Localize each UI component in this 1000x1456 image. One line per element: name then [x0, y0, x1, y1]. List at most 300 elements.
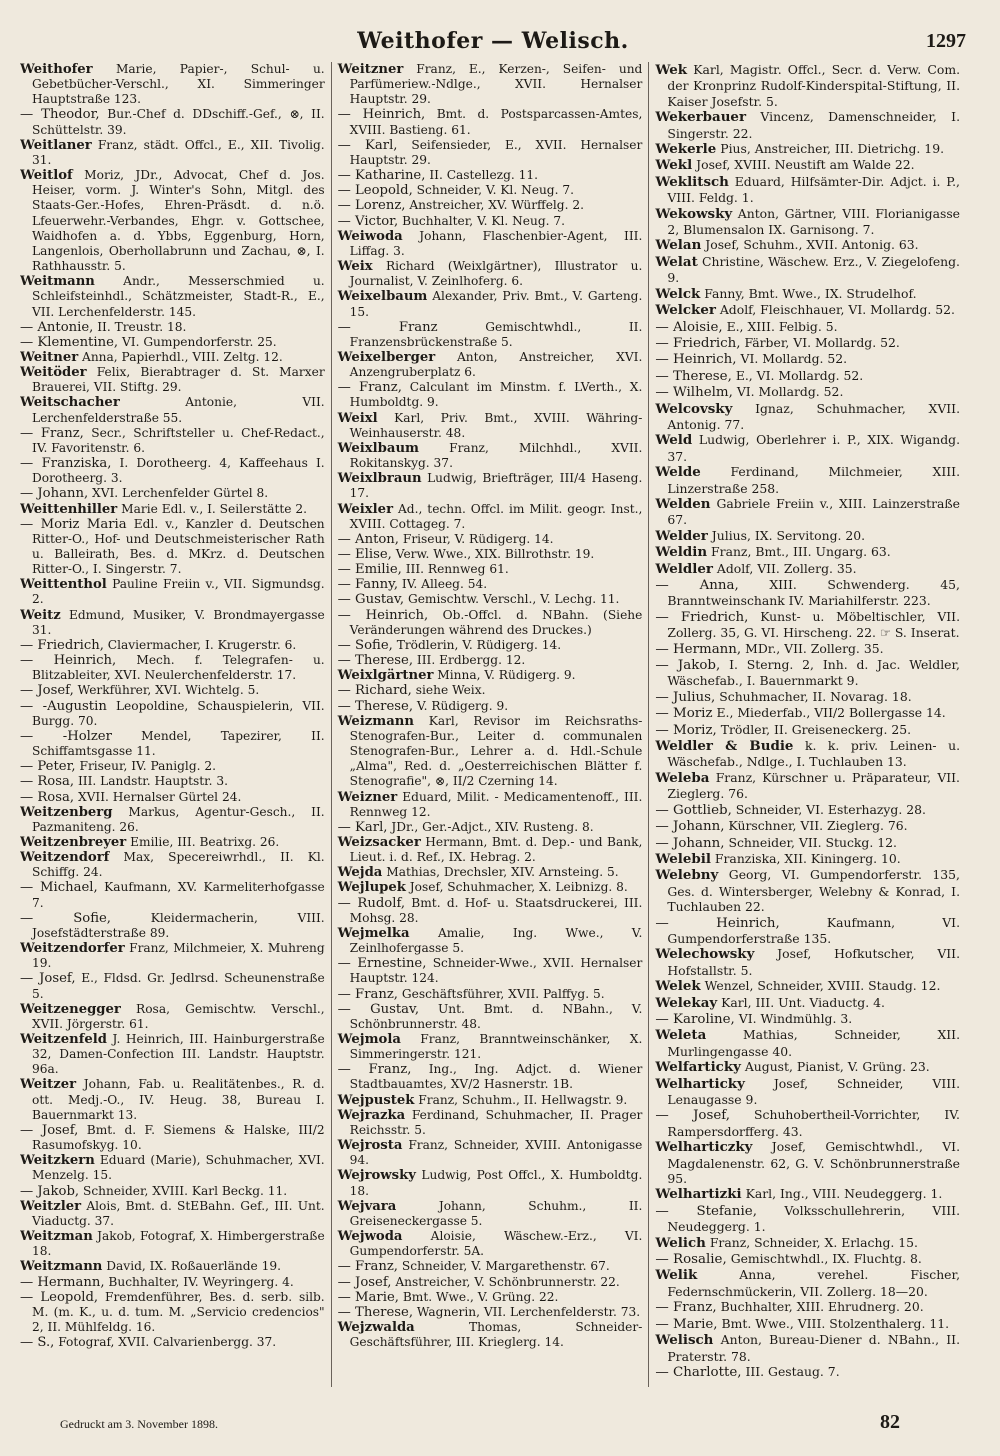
- entry-details: Ad., techn. Offcl. im Milit. geogr. Inst., XVIII. Cottageg. 7.: [349, 501, 643, 531]
- directory-entry: [338, 183, 643, 198]
- entry-name: Wejda: [337, 865, 383, 881]
- entry-details: siehe Weix.: [415, 683, 486, 698]
- entry-details: Franz, Schneider, X. Erlachg. 15.: [709, 1234, 918, 1250]
- entry-name: — Rosa,: [20, 789, 75, 805]
- entry-name: Wekerle: [655, 141, 717, 158]
- entry-name: — Rudolf,: [337, 895, 406, 911]
- entry-details: Pauline Freiin v., VII. Sigmundsg. 2.: [32, 577, 325, 607]
- directory-entry: [338, 532, 643, 547]
- directory-entry: [655, 1011, 960, 1027]
- directory-entry: [338, 865, 643, 880]
- entry-name: Weixl: [337, 410, 378, 426]
- directory-entry: [655, 641, 960, 657]
- directory-entry: [655, 577, 960, 609]
- directory-entry: [338, 1108, 643, 1138]
- entry-name: Wekerbauer: [655, 109, 747, 126]
- entry-name: — Gustav,: [337, 1001, 420, 1017]
- entry-name: Wekl: [655, 157, 693, 174]
- entry-details: J. Heinrich, III. Hainburgerstraße 32, Damen-Confection III. Landstr. Hauptstr. 96a.: [32, 1032, 325, 1077]
- entry-name: Weitzkern: [20, 1153, 95, 1169]
- entry-name: Weitöder: [20, 365, 87, 381]
- directory-entry: [20, 683, 325, 698]
- entry-details: E., Miederfab., VII/2 Bollergasse 14.: [716, 705, 946, 721]
- directory-entry: [655, 851, 960, 867]
- directory-entry: [338, 214, 643, 229]
- entry-details: Kaufmann, VI. Gumpendorferstraße 135.: [667, 914, 961, 946]
- entry-name: — Josef,: [20, 1122, 79, 1138]
- entry-name: Weitzman: [20, 1229, 93, 1245]
- entry-name: Weittenhiller: [20, 501, 118, 517]
- directory-entry: [655, 157, 960, 173]
- entry-details: VI. Windmühlg. 3.: [738, 1010, 853, 1026]
- directory-entry: [655, 867, 960, 914]
- entry-details: Friseur, V. Rüdigerg. 14.: [402, 531, 554, 546]
- entry-name: Weix: [337, 259, 373, 275]
- entry-name: — Antonie,: [20, 319, 94, 335]
- directory-entry: [20, 168, 325, 274]
- entry-name: — Klementine,: [20, 334, 119, 350]
- directory-entry: [338, 1138, 643, 1168]
- entry-details: Thomas, Schneider-Geschäftsführer, III. Krieglerg. 14.: [349, 1319, 643, 1350]
- entry-name: Wejwoda: [337, 1229, 403, 1245]
- directory-entry: [338, 699, 643, 714]
- entry-name: — Friedrich,: [655, 335, 741, 351]
- entry-name: Welebil: [655, 850, 711, 867]
- directory-entry: [655, 286, 960, 302]
- entry-details: E., Fldsd. Gr. Jedlrsd. Scheunenstraße 5.: [32, 971, 325, 1001]
- directory-entry: [655, 915, 960, 947]
- directory-entry: [20, 1229, 325, 1259]
- entry-details: XIII. Schwenderg. 45, Branntweinschank IV. Mariahilferstr. 223.: [667, 577, 960, 609]
- entry-name: Weixler: [337, 501, 394, 517]
- directory-entry: [20, 1290, 325, 1335]
- entry-name: — Theodor,: [20, 107, 100, 123]
- directory-entry: [655, 1139, 960, 1186]
- directory-entry: [20, 1032, 325, 1077]
- entry-name: — Anna,: [655, 578, 739, 593]
- entry-name: — -Holzer: [20, 728, 112, 744]
- directory-entry: [655, 174, 960, 206]
- directory-entry: [20, 274, 325, 319]
- entry-name: — Anton,: [337, 531, 399, 547]
- directory-entry: [20, 638, 325, 653]
- directory-entry: [655, 1299, 960, 1315]
- directory-entry: [20, 320, 325, 335]
- entry-details: Franz, Schuhm., II. Hellwagstr. 9.: [418, 1092, 628, 1107]
- entry-details: Eduard, Milit. - Medicamentenoff., III. Rennweg 12.: [349, 789, 643, 819]
- entry-details: Schneider, V. Kl. Neug. 7.: [416, 183, 574, 198]
- entry-name: Welck: [655, 285, 701, 302]
- directory-entry: [20, 1153, 325, 1183]
- entry-details: Secr., Schriftsteller u. Chef-Redact., IV. Favoritenstr. 6.: [32, 425, 325, 455]
- entry-name: — Fanny,: [337, 577, 399, 593]
- entry-details: Schuhobertheil-Vorrichter, IV. Rampersdorfferg. 43.: [667, 1107, 960, 1139]
- directory-entry: [655, 464, 960, 496]
- directory-entry: [338, 577, 643, 592]
- entry-details: Gabriele Freiin v., XIII. Lainzerstraße 67.: [667, 495, 961, 528]
- entry-details: Bmt. Wwe., V. Grüng. 22.: [402, 1289, 559, 1304]
- entry-details: Bmt. Wwe., VIII. Stolzenthalerg. 11.: [721, 1315, 950, 1331]
- entry-name: Wejlupek: [337, 880, 406, 896]
- entry-name: — Josef,: [20, 683, 74, 699]
- entry-name: Wejmola: [337, 1032, 401, 1047]
- directory-entry: [20, 517, 325, 578]
- entry-name: — Peter,: [20, 759, 76, 775]
- entry-details: Edl. v., Kanzler d. Deutschen Ritter-O., Hof- und Deutschmeisterischer Rath u. Balleirath, Bes. d. MKrz. d. Deutschen Ritter-O., I. Singerstr. 7.: [32, 516, 325, 577]
- entry-details: Kunst- u. Möbeltischler, VII. Zollerg. 35, G. VI. Hirscheng. 22. ☞ S. Inserat.: [667, 608, 961, 641]
- entry-name: — Franz: [337, 319, 438, 335]
- directory-entry: [655, 1107, 960, 1139]
- entry-details: Hermann, Bmt. d. Dep.- und Bank, Lieut. i. d. Ref., IX. Hebrag. 2.: [349, 834, 643, 865]
- directory-entry: [655, 722, 960, 738]
- directory-entry: [20, 805, 325, 835]
- entry-details: Anstreicher, XV. Würffelg. 2.: [409, 198, 584, 213]
- entry-name: — Sofie,: [337, 637, 393, 653]
- entry-details: IV. Alleeg. 54.: [401, 577, 488, 592]
- directory-entry: [655, 1364, 960, 1380]
- directory-entry: [20, 774, 325, 789]
- entry-name: Weithofer: [20, 62, 93, 77]
- directory-entry: [338, 1290, 643, 1305]
- entry-details: Adolf, VII. Zollerg. 35.: [716, 560, 857, 576]
- entry-details: Amalie, Ing. Wwe., V. Zeinlhofergasse 5.: [349, 925, 643, 956]
- directory-entry: [655, 770, 960, 802]
- entry-details: Bmt. d. Postsparcassen-Amtes, XVIII. Bastieng. 61.: [349, 107, 643, 137]
- entry-name: — Sofie,: [20, 910, 111, 926]
- entry-name: — Therese,: [655, 368, 732, 384]
- entry-details: Johann, Flaschenbier-Agent, III. Liffag. 3.: [349, 228, 643, 258]
- entry-details: Volksschullehrerin, VIII. Neudeggerg. 1.: [667, 1202, 961, 1235]
- entry-details: Franz, Schneider, XVIII. Antonigasse 94.: [349, 1138, 643, 1168]
- entry-details: Bur.-Chef d. DDschiff.-Gef., ⊗, II. Schüttelstr. 39.: [32, 107, 325, 137]
- directory-entry: [338, 714, 643, 790]
- entry-details: E., XIII. Felbig. 5.: [726, 318, 838, 334]
- entry-details: Wagnerin, VII. Lerchenfelderstr. 73.: [416, 1304, 641, 1319]
- directory-entry: [655, 1076, 960, 1108]
- directory-entry: [20, 1077, 325, 1122]
- directory-entry: [655, 401, 960, 433]
- directory-entry: [338, 471, 643, 501]
- entry-details: Anton, Bureau-Diener d. NBahn., II. Praterstr. 78.: [667, 1332, 961, 1364]
- entry-name: Welan: [655, 237, 702, 254]
- entry-name: — Wilhelm,: [655, 385, 733, 401]
- entry-details: Edmund, Musiker, V. Brondmayergasse 31.: [32, 607, 325, 637]
- entry-name: Wejzwalda: [337, 1319, 415, 1335]
- directory-entry: [20, 1275, 325, 1290]
- entry-name: — Lorenz,: [337, 198, 406, 214]
- directory-entry: [655, 1235, 960, 1251]
- entry-details: Fotograf, XVII. Calvarienbergg. 37.: [58, 1335, 277, 1350]
- entry-details: Franziska, XII. Kiningerg. 10.: [714, 850, 901, 866]
- entry-details: Vincenz, Damenschneider, I. Singerstr. 22.: [667, 109, 961, 141]
- entry-details: David, IX. Roßauerlände 19.: [106, 1259, 281, 1274]
- entry-name: — Franz,: [337, 1259, 399, 1275]
- directory-entry: [20, 941, 325, 971]
- entry-name: — Emilie,: [337, 562, 402, 578]
- directory-entry: [338, 896, 643, 926]
- entry-name: — Leopold,: [20, 1289, 99, 1305]
- directory-entry: [655, 1267, 960, 1299]
- directory-entry: [655, 1059, 960, 1075]
- entry-name: — Stefanie,: [655, 1203, 757, 1219]
- directory-entry: [20, 502, 325, 517]
- entry-details: Eduard (Marie), Schuhmacher, XVI. Menzelg. 15.: [32, 1153, 325, 1183]
- entry-name: — Therese,: [337, 1304, 414, 1320]
- entry-details: Franz, Milchmeier, X. Muhreng 19.: [32, 941, 325, 971]
- directory-entry: [338, 683, 643, 698]
- directory-entry: [655, 1332, 960, 1364]
- directory-entry: [655, 946, 960, 978]
- directory-entry: [338, 1032, 643, 1062]
- directory-entry: [20, 971, 325, 1001]
- entry-name: — Johann,: [655, 835, 725, 851]
- entry-name: Welharticzky: [655, 1139, 753, 1156]
- entry-details: Schneider, V. Margarethenstr. 67.: [401, 1259, 610, 1274]
- entry-details: Mathias, Schneider, XII. Murlingengasse 40.: [667, 1027, 961, 1059]
- directory-entry: [655, 1316, 960, 1332]
- entry-name: — -Augustin: [20, 698, 107, 714]
- entry-details: MDr., VII. Zollerg. 35.: [745, 640, 884, 656]
- entry-details: Geschäftsführer, XVII. Palffyg. 5.: [401, 986, 605, 1001]
- entry-name: — Heinrich,: [337, 607, 429, 623]
- entry-name: Wejrosta: [337, 1138, 403, 1154]
- column-3: [648, 62, 966, 1387]
- entry-name: — Josef,: [337, 1274, 392, 1290]
- entry-name: Weld: [655, 432, 693, 449]
- directory-entry: [338, 1002, 643, 1032]
- entry-details: V. Rüdigerg. 9.: [416, 698, 509, 713]
- directory-entry: [655, 995, 960, 1011]
- entry-name: — Moriz Maria: [20, 516, 127, 532]
- entry-details: Kürschner, VII. Zieglerg. 76.: [728, 818, 908, 834]
- directory-entry: [655, 818, 960, 834]
- entry-details: III. Gestaug. 7.: [745, 1363, 840, 1379]
- directory-entry: [655, 657, 960, 689]
- directory-entry: [338, 107, 643, 137]
- entry-name: Weixelbaum: [337, 289, 428, 305]
- directory-entry: [338, 820, 643, 835]
- entry-name: — Friedrich,: [20, 637, 104, 653]
- entry-name: Welebny: [655, 867, 719, 884]
- entry-name: — Josef,: [655, 1108, 731, 1124]
- directory-entry: [338, 638, 643, 653]
- printed-date: Gedruckt am 3. November 1898.: [60, 1417, 218, 1431]
- entry-details: Ludwig, Briefträger, III/4 Haseng. 17.: [349, 471, 643, 501]
- directory-entry: [338, 608, 643, 638]
- directory-entry: [655, 738, 960, 770]
- directory-entry: [20, 1123, 325, 1153]
- entry-name: Wejrazka: [337, 1107, 406, 1123]
- entry-details: Färber, VI. Mollardg. 52.: [744, 334, 900, 350]
- entry-name: — Franziska,: [20, 456, 112, 472]
- entry-details: Kaufmann, XV. Karmeliterhofgasse 7.: [32, 880, 325, 910]
- entry-details: Unt. Bmt. d. NBahn., V. Schönbrunnerstr. 48.: [349, 1001, 643, 1031]
- entry-name: Weixelberger: [337, 349, 436, 365]
- directory-entry: [338, 320, 643, 350]
- entry-name: Weixlbaum: [337, 440, 419, 456]
- directory-entry: [338, 926, 643, 956]
- entry-details: I. Sterng. 2, Inh. d. Jac. Weldler, Wäschefab., I. Bauernmarkt 9.: [667, 657, 960, 689]
- directory-entry: [655, 528, 960, 544]
- entry-name: — Aloisie,: [655, 319, 723, 335]
- entry-name: Weleta: [655, 1027, 707, 1044]
- directory-entry: [20, 1199, 325, 1229]
- entry-name: — Heinrich,: [20, 653, 117, 669]
- directory-entry: [20, 335, 325, 350]
- directory-entry: [338, 411, 643, 441]
- entry-name: Weitz: [20, 607, 61, 623]
- entry-name: — Gustav,: [337, 592, 405, 608]
- entry-name: Welde: [655, 464, 701, 481]
- entry-name: — Marie,: [337, 1289, 399, 1305]
- entry-name: Welder: [655, 527, 708, 544]
- entry-details: VI. Mollardg. 52.: [740, 351, 848, 367]
- entry-details: Adolf, Fleischhauer, VI. Mollardg. 52.: [719, 302, 955, 318]
- entry-details: Schuhmacher, II. Novarag. 18.: [719, 688, 912, 704]
- entry-details: Anna, verehel. Fischer, Federnschmückerin, VII. Zollerg. 18—20.: [667, 1267, 961, 1299]
- entry-name: Weklitsch: [655, 173, 729, 190]
- directory-entry: [20, 759, 325, 774]
- entry-details: Ferdinand, Schuhmacher, II. Prager Reichsstr. 5.: [349, 1107, 643, 1137]
- entry-name: — Franz,: [20, 425, 84, 441]
- entry-name: Weitlaner: [20, 137, 92, 153]
- entry-name: Weitzmann: [20, 1259, 103, 1275]
- directory-entry: [655, 835, 960, 851]
- entry-details: Calculant im Minstm. f. LVerth., X. Humboldtg. 9.: [349, 380, 643, 410]
- entry-name: — Therese,: [337, 698, 414, 714]
- column-2: [331, 62, 649, 1387]
- entry-name: Weixlbraun: [337, 471, 422, 487]
- entry-details: Seifensieder, E., XVII. Hernalser Hauptstr. 29.: [349, 137, 643, 167]
- directory-entry: [338, 350, 643, 380]
- entry-details: Fremdenführer, Bes. d. serb. silb. M. (m. K., u. d. tum. M. „Servicio credencios" 2, II. Mühlfeldg. 16.: [32, 1289, 325, 1334]
- entry-details: I. Dorotheerg. 4, Kaffeehaus I. Dorotheerg. 3.: [32, 456, 325, 486]
- entry-details: Emilie, III. Beatrixg. 26.: [130, 834, 280, 849]
- entry-name: — Jakob,: [20, 1183, 80, 1199]
- entry-name: Weldin: [655, 544, 708, 561]
- entry-name: — Leopold,: [337, 183, 413, 199]
- directory-entry: [655, 351, 960, 367]
- entry-details: Gemischtwhdl., IX. Fluchtg. 8.: [730, 1251, 922, 1267]
- directory-entry: [20, 608, 325, 638]
- entry-details: Franz, städt. Offcl., E., XII. Tivolig. 31.: [32, 137, 325, 167]
- entry-details: Minna, V. Rüdigerg. 9.: [437, 668, 576, 683]
- directory-entry: [20, 911, 325, 941]
- directory-entry: [20, 395, 325, 425]
- directory-entry: [20, 1259, 325, 1274]
- directory-entry: [655, 109, 960, 141]
- directory-entry: [655, 62, 960, 109]
- entry-details: Anna, Papierhdl., VIII. Zeltg. 12.: [82, 349, 283, 364]
- directory-entry: [655, 141, 960, 157]
- entry-details: Franz, Branntweinschänker, X. Simmeringerstr. 121.: [349, 1032, 643, 1062]
- directory-entry: [338, 289, 643, 319]
- column-1: [20, 62, 331, 1387]
- entry-details: Christine, Wäschew. Erz., V. Ziegelofeng. 9.: [667, 253, 960, 286]
- entry-details: Franz, Milchhdl., XVII. Rokitanskyg. 37.: [349, 440, 643, 471]
- entry-details: Leopoldine, Schauspielerin, VII. Burgg. 70.: [32, 698, 325, 728]
- entry-details: Antonie, VII. Lerchenfelderstraße 55.: [32, 395, 325, 425]
- entry-details: Fanny, Bmt. Wwe., IX. Strudelhof.: [704, 285, 917, 301]
- directory-entry: [338, 1168, 643, 1198]
- directory-entry: [655, 1203, 960, 1235]
- entry-name: Welhartizki: [655, 1186, 742, 1203]
- entry-details: Max, Specereiwrhdl., II. Kl. Schiffg. 24.: [32, 850, 325, 880]
- entry-name: — Franz,: [337, 1062, 412, 1078]
- entry-details: Anton, Gärtner, VIII. Florianigasse 2, Blumensalon IX. Garnisong. 7.: [667, 205, 961, 238]
- directory-entry: [20, 790, 325, 805]
- entry-details: JDr., Ger.-Adjct., XIV. Rusteng. 8.: [391, 819, 594, 834]
- entry-name: Wek: [655, 62, 688, 78]
- directory-entry: [338, 168, 643, 183]
- entry-name: — Johann,: [655, 819, 725, 835]
- directory-entry: [338, 229, 643, 259]
- directory-entry: [338, 198, 643, 213]
- entry-name: Welekay: [655, 994, 718, 1011]
- entry-details: Franz, E., Kerzen-, Seifen- und Parfümeriew.-Ndlge., XVII. Hernalser Hauptstr. 29.: [349, 62, 643, 107]
- directory-entry: [20, 1002, 325, 1032]
- entry-details: Moriz, JDr., Advocat, Chef d. Jos. Heiser, vorm. J. Winter's Sohn, Mitgl. des Staats-Ger.-Hofes, Ehren-Präsdt. d. n.ö. Lfeuerwehr.-Verbandes, Ehgr. v. Gottschee, Waidhofen a. d. Ybbs, Eggenburg, Horn, Langenlois, Oberhollabrunn und Zachau, ⊗, I. Rathhausstr. 5.: [32, 168, 325, 274]
- entry-details: Buchhalter, IV. Weyringerg. 4.: [108, 1274, 294, 1289]
- entry-name: Weizsacker: [337, 834, 421, 850]
- entry-details: k. k. priv. Leinen- u. Wäschefab., Ndlge., I. Tuchlauben 13.: [667, 738, 961, 770]
- entry-details: Verw. Wwe., XIX. Billrothstr. 19.: [395, 547, 595, 561]
- entry-name: Wejvara: [337, 1198, 397, 1214]
- entry-details: Schneider, VII. Stuckg. 12.: [728, 834, 897, 850]
- entry-details: Alexander, Priv. Bmt., V. Garteng. 15.: [349, 289, 643, 319]
- entry-details: VI. Gumpendorferstr. 25.: [121, 334, 277, 349]
- directory-entry: [20, 729, 325, 759]
- entry-details: Anton, Anstreicher, XVI. Anzengruberplatz 6.: [349, 349, 643, 380]
- entry-name: — Karoline,: [655, 1011, 735, 1027]
- entry-details: Wenzel, Schneider, XVIII. Staudg. 12.: [704, 978, 941, 994]
- entry-name: Weitlof: [20, 168, 73, 184]
- directory-entry: [655, 384, 960, 400]
- entry-details: Andr., Messerschmied u. Schleifsteinhdl., Schätzmeister, Stadt-R., E., VII. Lerchenfelderstr. 145.: [32, 274, 325, 319]
- entry-details: Franz, Bmt., III. Ungarg. 63.: [711, 544, 891, 560]
- entry-name: Weitner: [20, 349, 79, 365]
- entry-details: Schneider-Wwe., XVII. Hernalser Hauptstr. 124.: [349, 956, 643, 986]
- entry-name: Wejmelka: [337, 925, 410, 941]
- sheet-signature: 82: [880, 1411, 900, 1433]
- directory-entry: [20, 456, 325, 486]
- entry-name: Wekowsky: [655, 205, 733, 222]
- entry-details: II. Castellezg. 11.: [429, 168, 539, 183]
- directory-entry: [655, 978, 960, 994]
- columns: [20, 62, 966, 1387]
- entry-details: Marie, Papier-, Schul- u. Gebetbücher-Verschl., XI. Simmeringer Hauptstraße 123.: [32, 62, 325, 107]
- entry-details: Josef, Schneider, VIII. Lenaugasse 9.: [667, 1075, 961, 1107]
- entry-details: VI. Mollardg. 52.: [736, 384, 844, 400]
- entry-name: — Heinrich,: [655, 352, 737, 368]
- entry-details: Mendel, Tapezirer, II. Schiffamtsgasse 11.: [32, 728, 325, 759]
- entry-details: Buchhalter, XIII. Ehrudnerg. 20.: [720, 1299, 924, 1315]
- entry-details: Julius, IX. Servitong. 20.: [711, 527, 866, 543]
- entry-name: — Karl,: [337, 819, 388, 835]
- entry-details: Karl, Magistr. Offcl., Secr. d. Verw. Com. der Kronprinz Rudolf-Kinderspital-Stiftung, II. Kaiser Josefstr. 5.: [667, 62, 961, 109]
- entry-details: Georg, VI. Gumpendorferstr. 135, Ges. d. Wintersberger, Welebny & Konrad, I. Tuchlauben 22.: [667, 867, 961, 915]
- entry-name: — Rosalie,: [655, 1252, 727, 1268]
- directory-entry: [20, 880, 325, 910]
- directory-entry: [338, 380, 643, 410]
- entry-name: — Elise,: [337, 547, 392, 562]
- directory-entry: [20, 138, 325, 168]
- entry-name: Welik: [655, 1267, 698, 1284]
- directory-entry: [338, 653, 643, 668]
- entry-details: Buchhalter, V. Kl. Neug. 7.: [402, 213, 566, 228]
- entry-details: II. Treustr. 18.: [97, 319, 187, 334]
- entry-name: Weitschacher: [20, 395, 120, 411]
